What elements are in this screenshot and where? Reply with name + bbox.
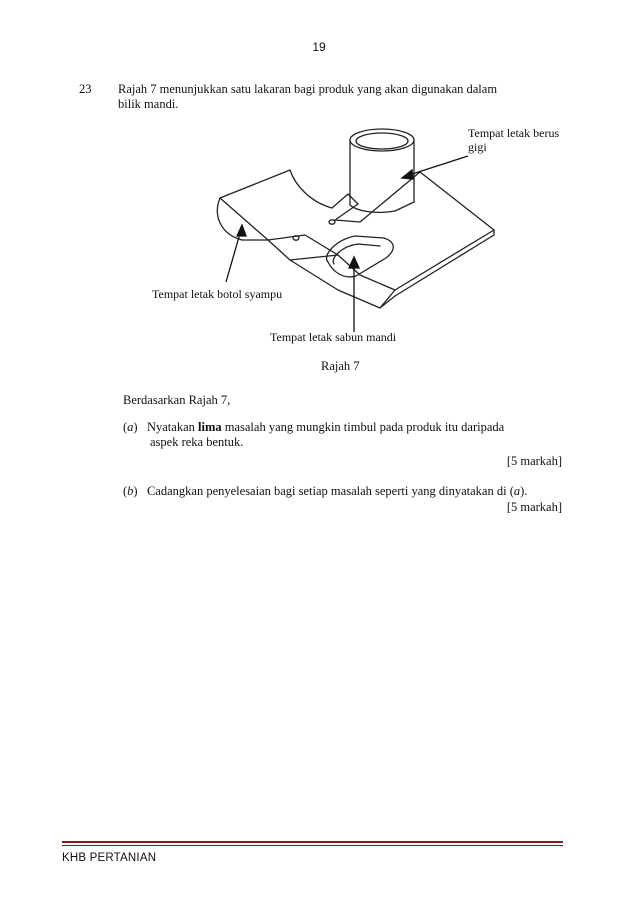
question-text-line1: Rajah 7 menunjukkan satu lakaran bagi produk yang akan digunakan dalam bbox=[118, 82, 498, 96]
part-a-line2: aspek reka bentuk. bbox=[150, 435, 244, 449]
label-shampoo-holder: Tempat letak botol syampu bbox=[152, 287, 283, 301]
part-b-line: (b) Cadangkan penyelesaian bagi setiap masalah seperti yang dinyatakan di (a). bbox=[123, 484, 528, 498]
label-toothbrush-holder bbox=[468, 126, 559, 154]
corner-edge bbox=[380, 296, 395, 308]
front-face bbox=[268, 240, 395, 308]
cylinder-top bbox=[350, 129, 414, 151]
figure-caption: Rajah 7 bbox=[321, 359, 360, 373]
arrow-toothbrush bbox=[406, 156, 468, 176]
arrow-toothbrush-head bbox=[402, 170, 413, 179]
part-b-text-after: ). bbox=[520, 484, 528, 498]
part-b-letter: b bbox=[127, 484, 134, 498]
page-number: 19 bbox=[312, 40, 326, 54]
arrow-shampoo bbox=[226, 230, 241, 282]
part-b-text-before: Cadangkan penyelesaian bagi setiap masalah seperti yang dinyatakan di ( bbox=[146, 484, 514, 498]
right-edge bbox=[395, 230, 494, 296]
question-number: 23 bbox=[79, 82, 92, 96]
front-face-inner bbox=[290, 255, 338, 260]
part-a-text-before: Nyatakan bbox=[146, 420, 198, 434]
question-text bbox=[118, 82, 538, 112]
base-plate-outline bbox=[220, 170, 494, 290]
part-a-bold-word: lima bbox=[198, 420, 222, 434]
screw-hole-2 bbox=[329, 220, 335, 224]
label-toothbrush-line1: Tempat letak berus bbox=[468, 126, 560, 140]
soap-dish-inner bbox=[333, 244, 380, 264]
part-a-marks: [5 markah] bbox=[506, 454, 562, 468]
intro-text: Berdasarkan Rajah 7, bbox=[123, 393, 231, 407]
arrow-soap-head bbox=[349, 257, 359, 268]
footer-rule-thick bbox=[62, 841, 563, 843]
part-b-ref-letter: a bbox=[513, 484, 521, 498]
question-text-line2: bilik mandi. bbox=[118, 97, 179, 111]
arrow-shampoo-head bbox=[237, 225, 246, 236]
part-b-marks: [5 markah] bbox=[506, 500, 562, 514]
part-a-letter: a bbox=[127, 420, 134, 434]
label-toothbrush-line2: gigi bbox=[468, 140, 487, 154]
footer-text: KHB PERTANIAN bbox=[62, 852, 157, 864]
part-a-text-after: masalah yang mungkin timbul pada produk itu daripada bbox=[221, 420, 505, 434]
cylinder-rim bbox=[356, 133, 408, 149]
soap-dish bbox=[327, 236, 394, 277]
footer-rule-thin bbox=[62, 845, 563, 846]
part-a-line1: (a) Nyatakan lima masalah yang mungkin timbul pada produk itu daripada bbox=[123, 420, 505, 434]
label-soap-holder: Tempat letak sabun mandi bbox=[270, 330, 397, 344]
